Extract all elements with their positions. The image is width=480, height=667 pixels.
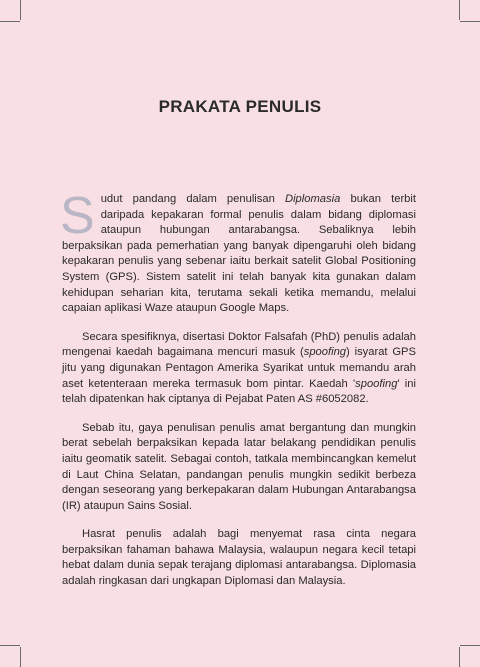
- paragraph-1-text-a: udut pandang dalam penulisan: [100, 193, 285, 205]
- paragraph-2-text-c: ' ini telah dipatenkan hak ciptanya di Pejabat Paten AS #6052082.: [62, 377, 416, 406]
- paragraph-1: [60, 187, 416, 317]
- page-title: PRAKATA PENULIS: [158, 97, 322, 116]
- italic-term-spoofing-quoted: spoofing: [355, 377, 398, 390]
- crop-mark-top-left: [20, 0, 21, 20]
- paragraph-2: [62, 330, 416, 408]
- crop-mark-left-upper: [0, 21, 20, 22]
- paragraph-1-text-b: bukan terbit daripada kepakaran formal penulis dalam bidang diplomasi ataupun hubungan antarabangsa. Sebaliknya lebih berpaksikan pada pemerhatian yang banyak dipengaruhi oleh bidang kepakaran penulis yang sebenar iaitu berkait satelit Global Positioning System (GPS). Sistem satelit ini telah banyak kita gunakan dalam kehidupan seharian kita, terutama sekali ketika memandu, melalui capaian aplikasi Waze ataupun Google Maps.: [62, 193, 416, 315]
- crop-mark-right-lower: [460, 645, 480, 646]
- crop-mark-right-upper: [460, 21, 480, 22]
- drop-cap: S: [60, 187, 95, 245]
- crop-mark-top-right: [459, 0, 460, 20]
- paragraph-4: Hasrat penulis adalah bagi menyemat rasa cinta negara berpaksikan fahaman bahawa Malaysia, walaupun negara kecil tetapi hebat dalam dunia sepak terajang diplomasi antarabangsa. Diplomasia adalah ringkasan dari ungkapan Diplomasi dan Malaysia.: [62, 528, 416, 588]
- paragraph-2-text-a: Secara spesifiknya, disertasi Doktor Falsafah (PhD) penulis adalah mengenai kaedah bagaimana mencuri masuk (: [62, 330, 416, 359]
- crop-mark-bottom-left: [20, 647, 21, 667]
- paragraph-3: Sebab itu, gaya penulisan penulis amat bergantung dan mungkin berat sebelah berpaksikan kepada latar belakang pendidikan penulis iaitu geomatik satelit. Sebagai contoh, tatkala membincangkan kemelut di Laut China Selatan, pandangan penulis mungkin sedikit berbeza dengan seseorang yang berkepakaran dalam Hubungan Antarabangsa (IR) ataupun Sains Sosial.: [62, 421, 416, 512]
- body-text: [60, 187, 416, 603]
- italic-term-diplomasia: Diplomasia: [284, 193, 341, 205]
- crop-mark-left-lower: [0, 645, 20, 646]
- paragraph-2-text-b: ) isyarat GPS jitu yang digunakan Pentagon Amerika Syarikat untuk memandu arah aset ketenteraan mereka termasuk bom pintar. Kaedah ': [62, 346, 416, 390]
- italic-term-spoofing: spoofing: [303, 346, 347, 359]
- crop-mark-bottom-right: [459, 647, 460, 667]
